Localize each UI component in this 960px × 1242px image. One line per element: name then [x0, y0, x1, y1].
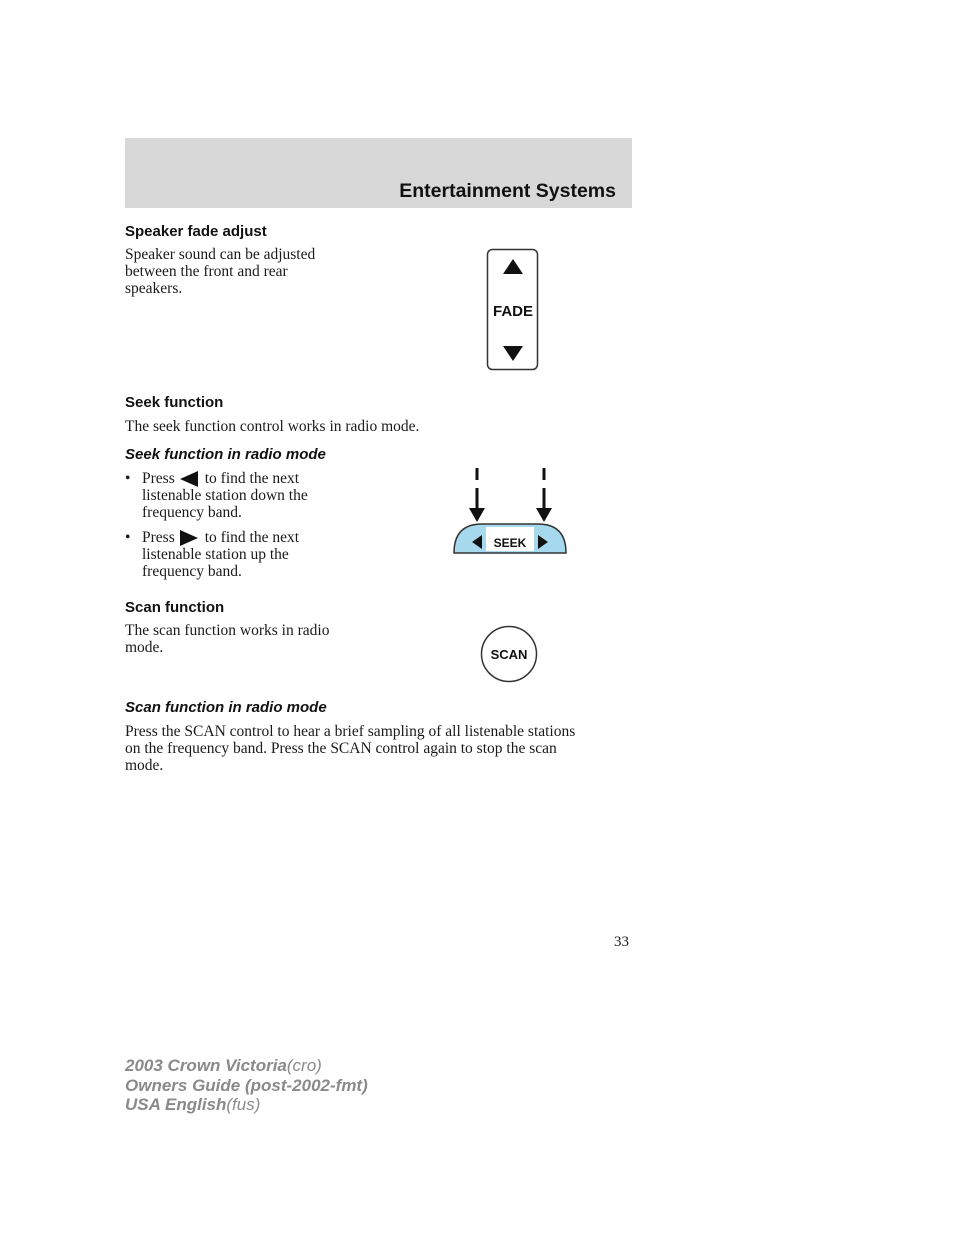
seek-heading: Seek function — [125, 394, 224, 411]
scan-paragraph — [125, 723, 575, 774]
scan-paragraph-line: mode. — [125, 757, 164, 774]
scan-control-label: SCAN — [490, 647, 528, 662]
seek-down-triangle-icon — [180, 471, 198, 487]
footer-line — [125, 1076, 368, 1096]
footer-model: 2003 Crown Victoria — [125, 1056, 287, 1075]
bullet: • — [125, 470, 131, 487]
section-title: Entertainment Systems — [399, 180, 616, 202]
seek-callout-arrow-icon — [469, 508, 485, 522]
bullet-suffix: to find the next — [204, 529, 300, 546]
scan-control-illustration — [479, 625, 539, 685]
scan-description — [125, 622, 329, 656]
bullet-prefix: Press — [142, 470, 175, 487]
fade-line: between the front and rear — [125, 263, 288, 280]
seek-control-label: SEEK — [493, 536, 527, 550]
footer-line — [125, 1095, 368, 1115]
seek-control-illustration — [450, 464, 570, 560]
scan-paragraph-line: Press the SCAN control to hear a brief sampling of all listenable stations — [125, 723, 576, 740]
footer-model-code: (cro) — [286, 1056, 322, 1075]
fade-line: Speaker sound can be adjusted — [125, 246, 316, 263]
bullet-continuation: listenable station down the — [142, 487, 308, 504]
header-band — [125, 138, 632, 208]
bullet-continuation: frequency band. — [142, 504, 242, 521]
seek-subheading: Seek function in radio mode — [125, 446, 326, 463]
fade-heading: Speaker fade adjust — [125, 223, 267, 240]
seek-up-triangle-icon — [180, 530, 198, 546]
seek-intro: The seek function control works in radio mode. — [125, 418, 420, 435]
scan-paragraph-line: on the frequency band. Press the SCAN control again to stop the scan — [125, 740, 557, 757]
footer-language: USA English — [125, 1095, 227, 1114]
fade-line: speakers. — [125, 280, 183, 297]
bullet-continuation: frequency band. — [142, 563, 242, 580]
footer-line — [125, 1056, 368, 1076]
bullet-suffix: to find the next — [204, 470, 300, 487]
footer-guide: Owners Guide (post-2002-fmt) — [125, 1075, 368, 1095]
seek-bullet-down — [125, 470, 308, 521]
scan-subheading: Scan function in radio mode — [125, 699, 327, 716]
seek-bullet-up — [125, 529, 299, 580]
bullet: • — [125, 529, 131, 546]
fade-control-illustration — [486, 248, 540, 372]
footer-language-code: (fus) — [226, 1095, 261, 1114]
fade-description — [125, 246, 315, 297]
scan-line: The scan function works in radio — [125, 622, 330, 639]
bullet-prefix: Press — [142, 529, 175, 546]
fade-control-label: FADE — [492, 303, 534, 320]
scan-line: mode. — [125, 639, 164, 656]
seek-callout-arrow-icon — [536, 508, 552, 522]
document-footer — [125, 1056, 368, 1115]
scan-heading: Scan function — [125, 599, 225, 616]
page-number: 33 — [614, 934, 629, 950]
bullet-continuation: listenable station up the — [142, 546, 289, 563]
